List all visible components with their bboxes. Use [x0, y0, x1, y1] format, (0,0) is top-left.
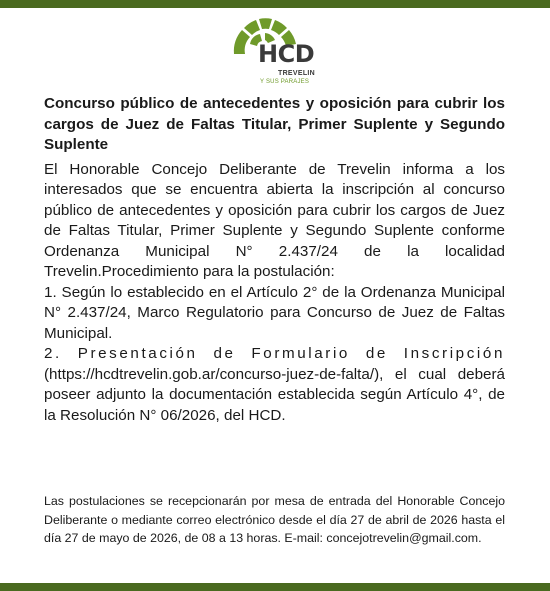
logo-name: HCD [258, 40, 315, 68]
logo-subtitle-region: Y SUS PARAJES [260, 79, 310, 85]
top-border-bar [0, 0, 550, 8]
logo-subtitle-city: TREVELIN [278, 70, 316, 77]
procedure-item-1: 1. Según lo establecido en el Artículo 2° de la Ordenanza Municipal N° 2.437/24, Marco Regulatorio para Concurso de Juez de Faltas Municipal. [44, 283, 505, 342]
notice-title: Concurso público de antecedentes y oposición para cubrir los cargos de Juez de Faltas Titular, Primer Suplente y Segundo Suplente [44, 95, 505, 153]
notice-footer: Las postulaciones se recepcionarán por mesa de entrada del Honorable Concejo Deliberante o mediante correo electrónico desde el día 27 de abril de 2026 hasta el día 27 de mayo de 2026, de 08 a 13 horas. E-mail: concejotrevelin@gmail.com. [44, 494, 505, 545]
procedure-item-2 [44, 344, 505, 426]
procedure-item-2-heading: 2. Presentación de Formulario de Inscripción [44, 345, 505, 362]
notice-body: El Honorable Concejo Deliberante de Trevelin informa a los interesados que se encuentra abierta la inscripción al concurso público de antecedentes y oposición para cubrir los cargos de Juez de Faltas Titular, Primer Suplente y Segundo Suplente conforme Ordenanza Municipal N° 2.437/24 de la localidad Trevelin.Procedimiento para la postulación: [44, 160, 505, 280]
procedure-item-2-detail: (https://hcdtrevelin.gob.ar/concurso-juez-de-falta/), el cual deberá poseer adjunto la documentación establecida según Artículo 4°, de la Resolución N° 06/2026, del HCD. [44, 365, 505, 424]
bottom-border-bar [0, 583, 550, 591]
notice-content [44, 94, 505, 426]
hcd-logo [230, 14, 340, 90]
